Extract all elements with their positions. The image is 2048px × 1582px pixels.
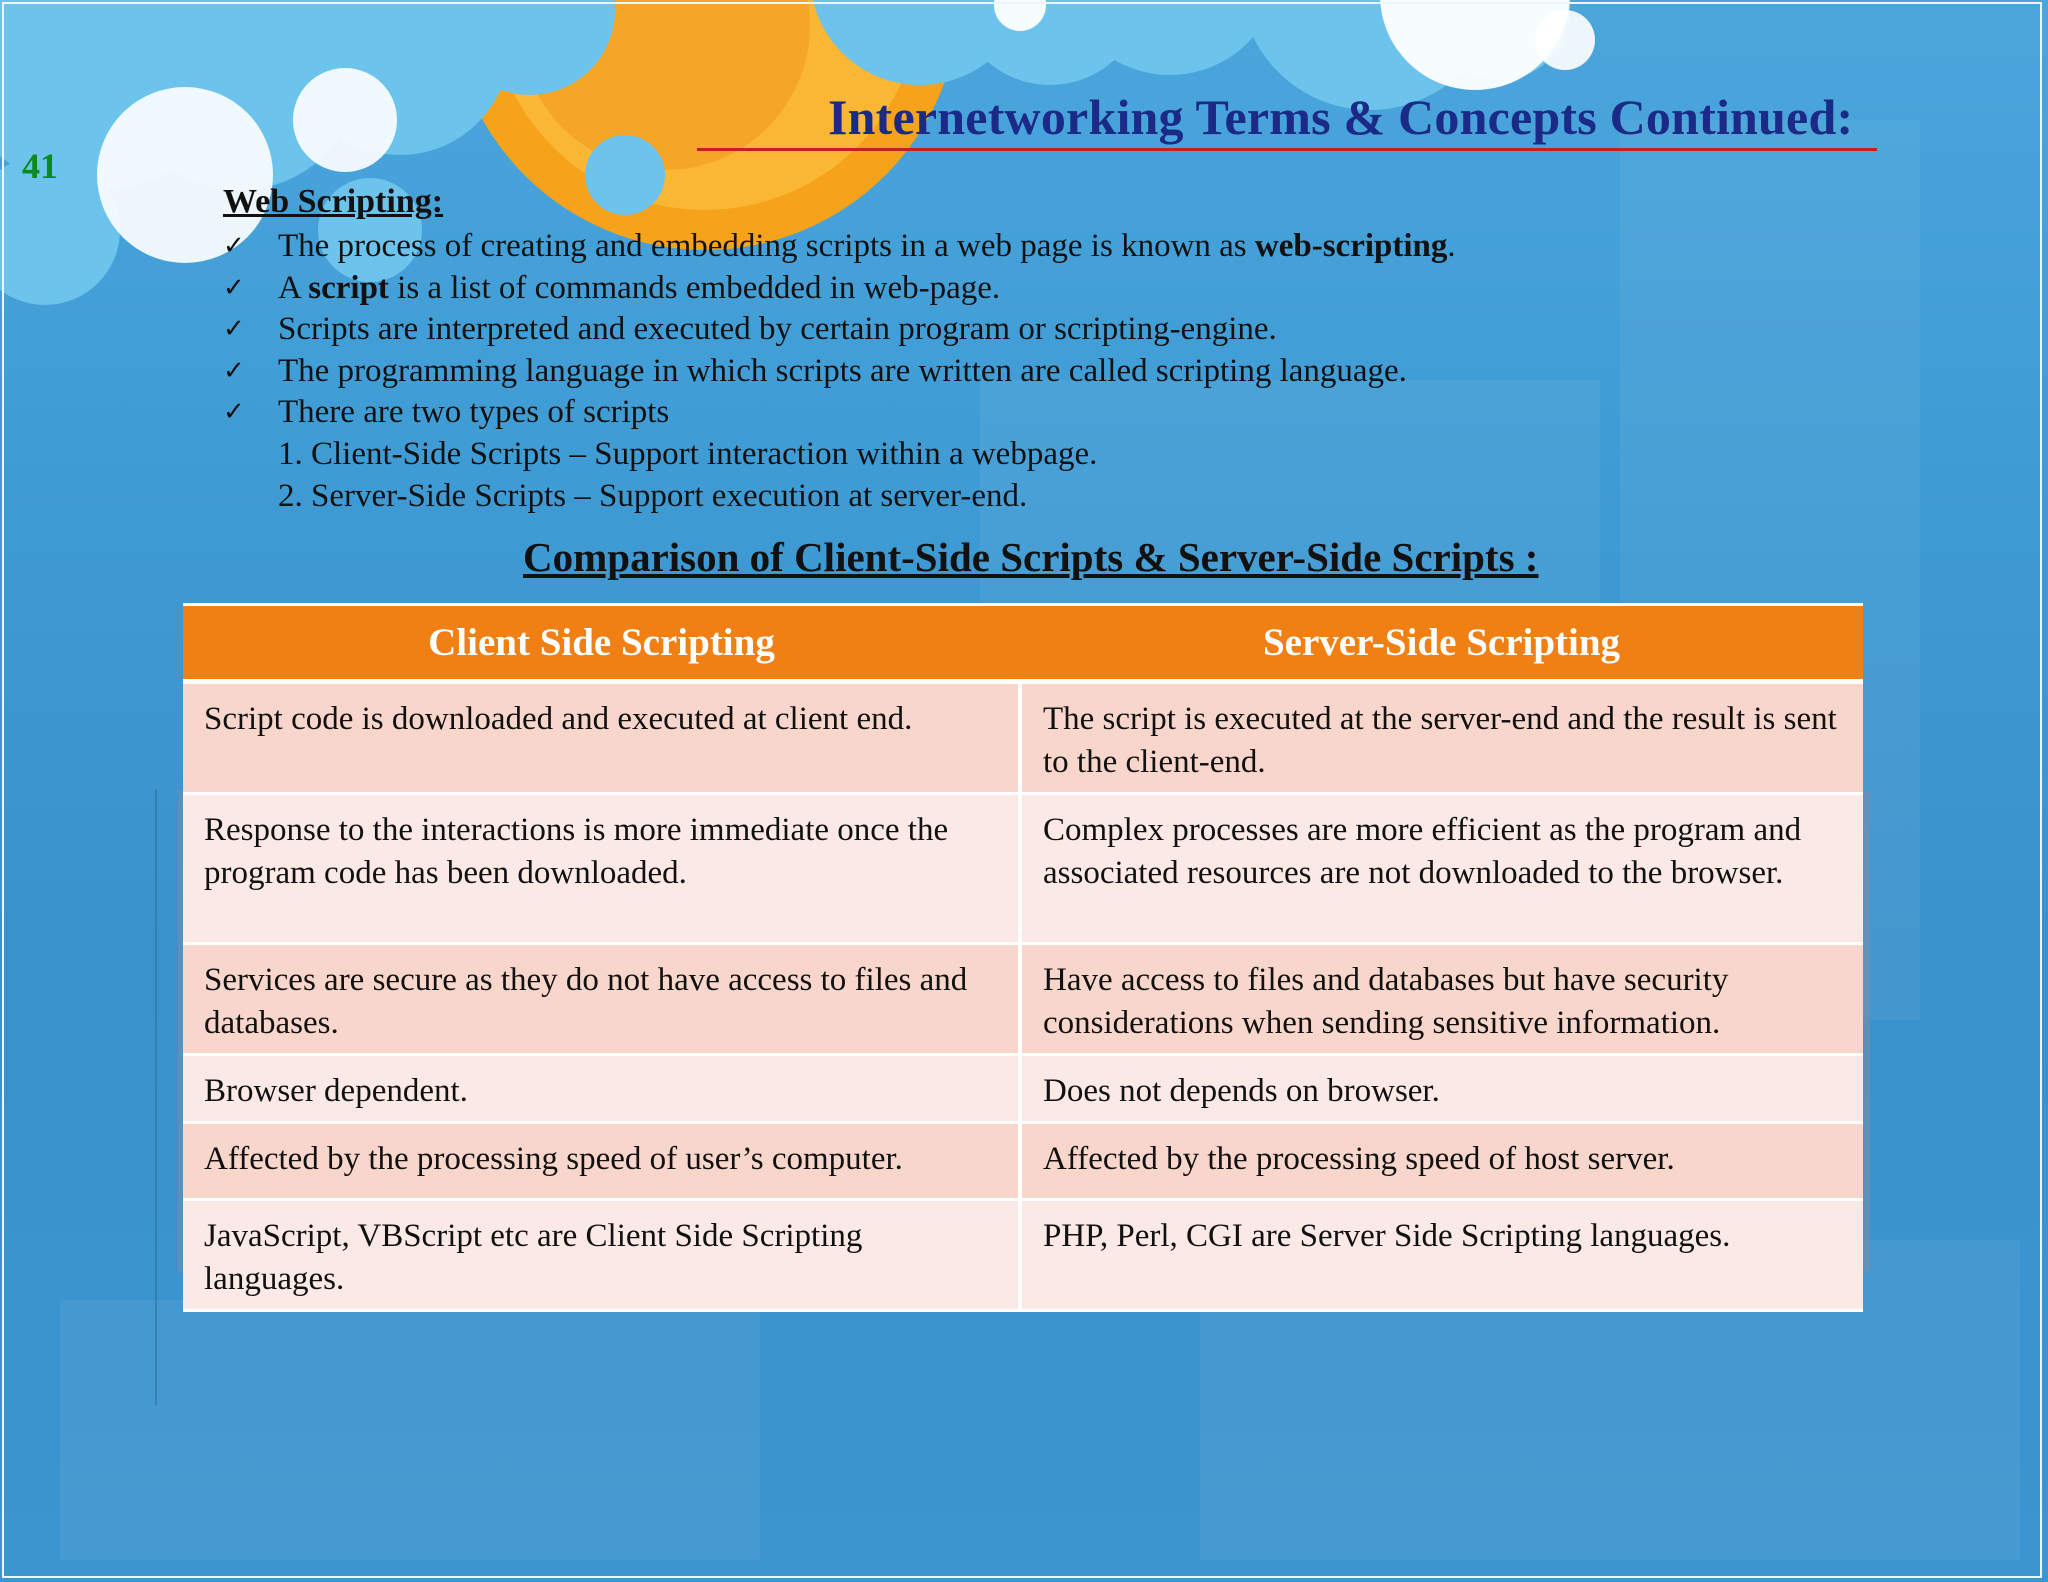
table-cell-client: Response to the interactions is more immediate once the program code has been downloaded.: [183, 794, 1020, 944]
header-server-side: Server-Side Scripting: [1020, 605, 1863, 682]
bullet-list: [223, 226, 1456, 434]
table-header-row: [183, 605, 1863, 682]
check-icon: ✓: [223, 355, 245, 386]
table-cell-server: Have access to files and databases but have security considerations when sending sensitive information.: [1020, 944, 1863, 1055]
table-cell-server: Complex processes are more efficient as the program and associated resources are not downloaded to the browser.: [1020, 794, 1863, 944]
table-cell-server: PHP, Perl, CGI are Server Side Scripting languages.: [1020, 1200, 1863, 1311]
table-cell-client: JavaScript, VBScript etc are Client Side Scripting languages.: [183, 1200, 1020, 1311]
table-row: [183, 682, 1863, 794]
bullet-item: ✓ There are two types of scripts: [223, 392, 1456, 434]
section-heading: Web Scripting:: [223, 183, 444, 220]
script-types-list: [278, 434, 1097, 517]
table-row: [183, 794, 1863, 944]
bullet-item: ✓ The process of creating and embedding scripts in a web page is known as web-scripting.: [223, 226, 1456, 268]
check-icon: ✓: [223, 397, 245, 427]
check-icon: ✓: [223, 272, 245, 303]
table-cell-client: Script code is downloaded and executed at client end.: [183, 682, 1020, 794]
title-underline: [697, 148, 1877, 151]
check-icon: ✓: [223, 231, 245, 261]
check-icon: ✓: [223, 314, 245, 344]
table-row: [183, 1055, 1863, 1123]
bullet-item: ✓ The programming language in which scripts are written are called scripting language.: [223, 351, 1456, 393]
table-cell-server: Affected by the processing speed of host server.: [1020, 1123, 1863, 1200]
header-client-side: Client Side Scripting: [183, 605, 1020, 682]
table-row: [183, 1123, 1863, 1200]
script-type-item: 1. Client-Side Scripts – Support interaction within a webpage.: [278, 436, 1098, 472]
bullet-item: ✓ A script is a list of commands embedded in web-page.: [223, 268, 1456, 310]
slide-title: Internetworking Terms & Concepts Continued:: [828, 89, 1854, 145]
table-cell-server: Does not depends on browser.: [1020, 1055, 1863, 1123]
table-cell-server: The script is executed at the server-end and the result is sent to the client-end.: [1020, 682, 1863, 794]
bullet-item: ✓ Scripts are interpreted and executed by certain program or scripting-engine.: [223, 309, 1456, 351]
table-row: [183, 1200, 1863, 1311]
comparison-heading: Comparison of Client-Side Scripts & Server-Side Scripts :: [523, 534, 1539, 580]
script-type-item: 2. Server-Side Scripts – Support execution at server-end.: [278, 477, 1028, 514]
table-cell-client: Services are secure as they do not have access to files and databases.: [183, 944, 1020, 1055]
comparison-table: [183, 603, 1863, 1312]
table-cell-client: Affected by the processing speed of user’s computer.: [183, 1123, 1020, 1200]
table-cell-client: Browser dependent.: [183, 1055, 1020, 1123]
page-number: 41: [22, 146, 58, 186]
table-row: [183, 944, 1863, 1055]
